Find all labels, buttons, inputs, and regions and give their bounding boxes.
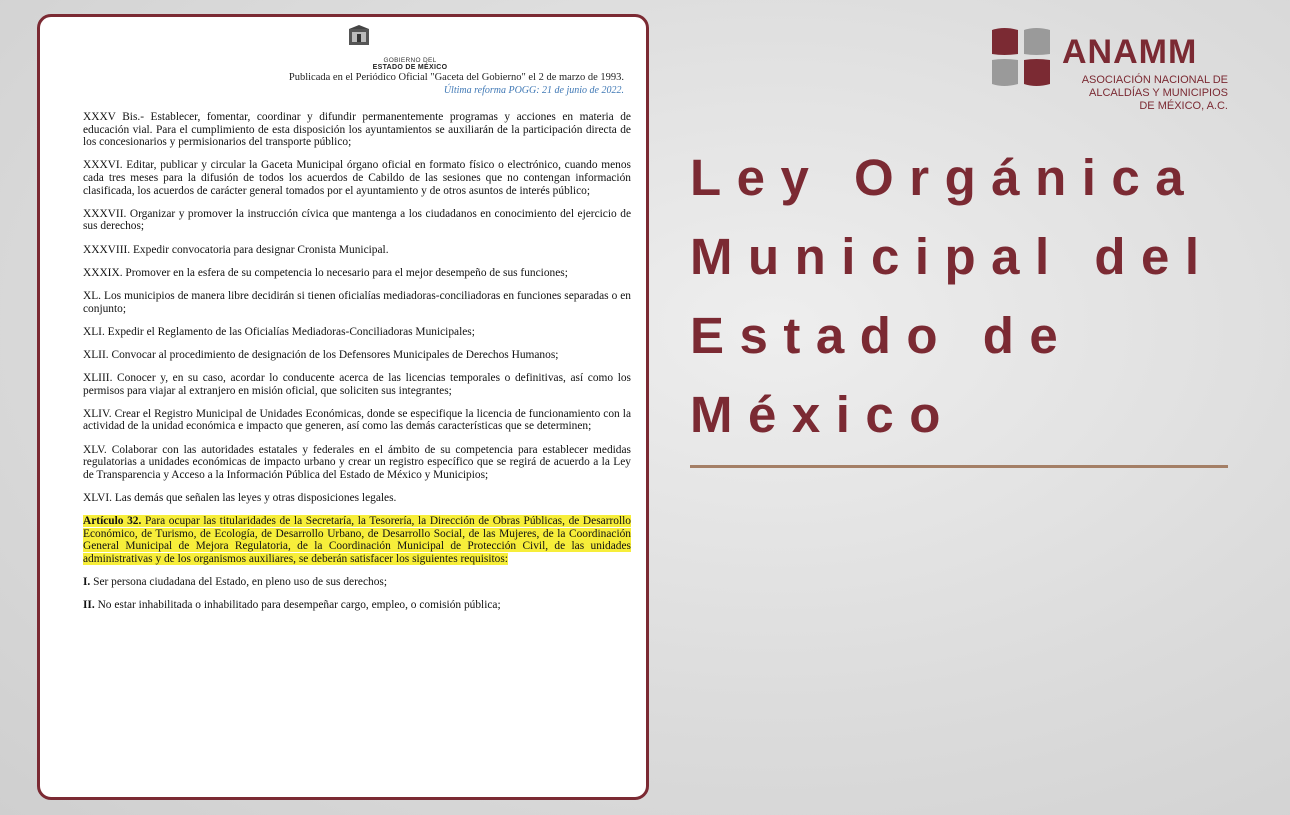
logo-subtitle-line: DE MÉXICO, A.C. (1139, 100, 1228, 112)
paragraph-xlvi: XLVI. Las demás que señalen las leyes y otras disposiciones legales. (83, 492, 397, 504)
publication-line: Publicada en el Periódico Oficial "Gaceta del Gobierno" el 2 de marzo de 1993. (288, 72, 624, 83)
requirement-number: II. (83, 599, 95, 612)
paragraph-xliv: XLIV. Crear el Registro Municipal de Unidades Económicas, donde se especifique la licencia de funcionamiento con la actividad de la unidad económica e impacto que generen, así como las demás características que se determinen; (83, 407, 631, 433)
paragraph-xxxvii: XXXVII. Organizar y promover la instrucción cívica que mantenga a los ciudadanos en conocimiento del ejercicio de sus derechos; (83, 207, 631, 233)
logo-subtitle-line: ALCALDÍAS Y MUNICIPIOS (1089, 87, 1228, 99)
requirement-i (83, 576, 631, 589)
requirement-ii (83, 599, 631, 612)
logo-name: ANAMM (1062, 33, 1198, 71)
anamm-logo (990, 22, 1240, 122)
document-page (37, 14, 649, 800)
title-divider (690, 465, 1228, 468)
title-line: México (690, 386, 956, 443)
paragraph-xlv: XLV. Colaborar con las autoridades estatales y federales en el ámbito de su competencia para establecer medidas regulatorias a unidades económicas de impacto urbano y crear un registro específico que se regirá de acuerdo a la Ley de Transparencia y Acceso a la Información Pública del Estado de México y Municipios; (83, 443, 631, 481)
article-label: Artículo 32. (83, 515, 142, 528)
article-32 (83, 515, 631, 565)
article-text: Para ocupar las titularidades de la Secretaría, la Tesorería, la Dirección de Obras Públicas, de Desarrollo Económico, de Turismo, de Ecología, de Desarrollo Urbano, de Desarrollo Social, de las Mujeres, de la Coordinación General Municipal de Mejora Regulatoria, de la Coordinación Municipal de Protección Civil, de las unidades administrativas y de los organismos auxiliares, se deberán satisfacer los siguientes requisitos: (83, 515, 631, 565)
title-line: Estado de (690, 307, 1074, 364)
requirement-text: No estar inhabilitada o inhabilitado para desempeñar cargo, empleo, o comisión pública; (94, 599, 501, 612)
title-line: Ley Orgánica (690, 149, 1200, 206)
paragraph-xlii: XLII. Convocar al procedimiento de designación de los Defensores Municipales de Derechos Humanos; (83, 348, 559, 361)
requirement-text: Ser persona ciudadana del Estado, en pleno uso de sus derechos; (90, 576, 387, 589)
document-header (40, 23, 646, 95)
state-emblem-icon (346, 25, 372, 47)
page-title (690, 138, 1290, 454)
anamm-mark-icon (990, 26, 1052, 88)
logo-subtitle (1082, 74, 1228, 113)
reform-line: Última reforma POGG: 21 de junio de 2022. (443, 85, 624, 96)
state-label: ESTADO DE MÉXICO (372, 64, 448, 71)
paragraph-xliii: XLIII. Conocer y, en su caso, acordar lo conducente acerca de las licencias temporales o definitivas, así como los permisos para viajar al extranjero en misión oficial, que soliciten sus integrantes; (83, 372, 631, 397)
requirement-number: I. (83, 576, 91, 589)
paragraph-xxxix: XXXIX. Promover en la esfera de su competencia lo necesario para el mejor desempeño de sus funciones; (83, 266, 568, 279)
paragraph-xxxv-bis: XXXV Bis.- Establecer, fomentar, coordinar y difundir permanentemente programas y acciones en materia de educación vial. Para el cumplimiento de esta disposición los ayuntamientos se auxiliarán de la participación directa de los concesionarios y permisionarios del transporte público; (83, 111, 631, 149)
paragraph-xxxviii: XXXVIII. Expedir convocatoria para designar Cronista Municipal. (83, 243, 389, 256)
paragraph-xxxvi: XXXVI. Editar, publicar y circular la Gaceta Municipal órgano oficial en formato físico o electrónico, cuando menos cada tres meses para la difusión de todos los acuerdos de Cabildo de las sesiones que no contengan información clasificada, los acuerdos de carácter general tomados por el ayuntamiento y de otros asuntos de interés público; (83, 159, 631, 197)
paragraph-xli: XLI. Expedir el Reglamento de las Oficialías Mediadoras-Conciliadoras Municipales; (83, 325, 475, 338)
document-body (83, 111, 631, 623)
paragraph-xl: XL. Los municipios de manera libre decidirán si tienen oficialías mediadoras-conciliadoras en funciones separadas o en conjunto; (83, 289, 631, 315)
government-label: GOBIERNO DEL (383, 57, 437, 64)
title-line: Municipal del (690, 228, 1215, 285)
logo-subtitle-line: ASOCIACIÓN NACIONAL DE (1081, 74, 1228, 86)
